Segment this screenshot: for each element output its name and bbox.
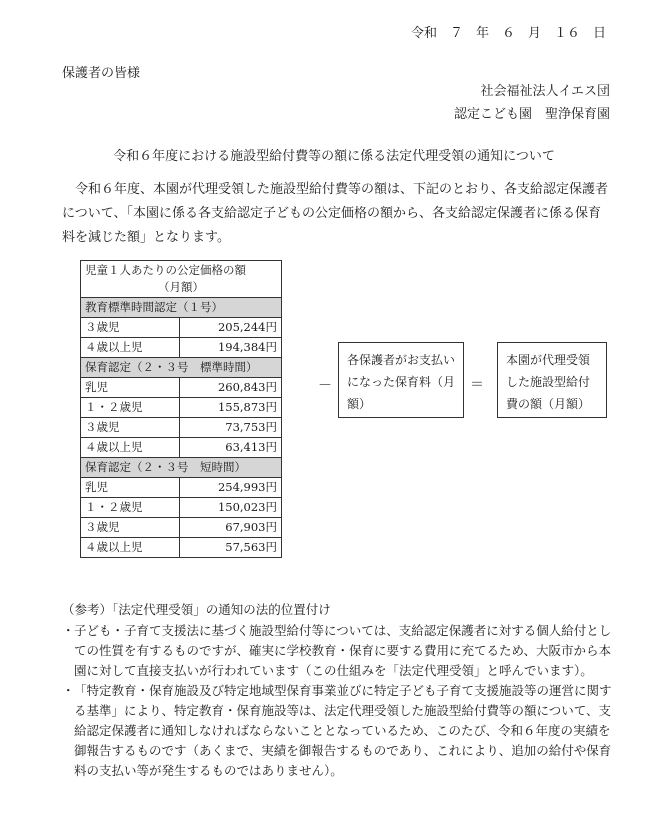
table-row	[81, 538, 282, 558]
row-value: 205,244円	[180, 318, 282, 338]
row-value: 260,843円	[180, 378, 282, 398]
row-label: １・２歳児	[81, 498, 180, 518]
section-title: 教育標準時間認定（１号）	[81, 298, 282, 318]
table-row	[81, 378, 282, 398]
table-row	[81, 518, 282, 538]
row-value: 57,563円	[180, 538, 282, 558]
row-label: 乳児	[81, 378, 180, 398]
row-label: ３歳児	[81, 318, 180, 338]
addressee: 保護者の皆様	[62, 66, 141, 81]
table-row	[81, 398, 282, 418]
sender-organization: 社会福祉法人イエス団	[480, 84, 610, 99]
table-row	[81, 438, 282, 458]
bullet-icon: ・	[62, 623, 75, 638]
received-amount-box: 本園が代理受領した施設型給付費の額（月額）	[497, 342, 607, 418]
document-date: 令和 ７ 年 ６ 月 １６ 日	[410, 26, 606, 41]
row-value: 150,023円	[180, 498, 282, 518]
row-label: １・２歳児	[81, 398, 180, 418]
equals-sign: ＝	[470, 377, 484, 393]
row-value: 67,903円	[180, 518, 282, 538]
row-value: 155,873円	[180, 398, 282, 418]
row-value: 254,993円	[180, 478, 282, 498]
table-row	[81, 498, 282, 518]
reference-title: （参考）「法定代理受領」の通知の法的位置付け	[62, 602, 331, 617]
bullet-icon: ・	[62, 683, 75, 698]
price-table-header: 児童１人あたりの公定価格の額 （月額）	[81, 261, 282, 298]
price-table	[80, 260, 282, 558]
document-title: 令和６年度における施設型給付費等の額に係る法定代理受領の通知について	[113, 149, 555, 164]
row-label: 乳児	[81, 478, 180, 498]
bullet-text: 「特定教育・保育施設及び特定地域型保育事業並びに特定子ども子育て支援施設等の運営に関する基準」により、特定教育・保育施設等は、法定代理受領した施設型給付費等の額について、支給認定保護者に通知しなければならないこととなっているため、このたび、令和６年度の実績を御報告するものです（あくまで、実績を御報告するものであり、これにより、追加の給付や保育料の支払い等が発生するものではありません）。	[74, 683, 612, 778]
row-value: 194,384円	[180, 338, 282, 358]
section-title: 保育認定（２・３号 標準時間）	[81, 358, 282, 378]
sender-facility: 認定こども園 聖浄保育園	[453, 107, 610, 122]
table-row	[81, 478, 282, 498]
row-label: ４歳以上児	[81, 538, 180, 558]
sender-block	[454, 80, 610, 126]
row-label: ３歳児	[81, 518, 180, 538]
minus-sign: －	[318, 378, 332, 394]
list-item	[62, 621, 622, 681]
table-row	[81, 338, 282, 358]
table-row	[81, 318, 282, 338]
row-value: 73,753円	[180, 418, 282, 438]
list-item	[62, 681, 622, 781]
row-label: ４歳以上児	[81, 338, 180, 358]
reference-bullets	[62, 621, 622, 781]
paid-fee-box: 各保護者がお支払いになった保育料（月額）	[338, 342, 464, 418]
row-label: ３歳児	[81, 418, 180, 438]
table-row	[81, 418, 282, 438]
row-label: ４歳以上児	[81, 438, 180, 458]
section-title: 保育認定（２・３号 短時間）	[81, 458, 282, 478]
bullet-text: 子ども・子育て支援法に基づく施設型給付等については、支給認定保護者に対する個人給付としての性質を有するものですが、確実に学校教育・保育に要する費用に充てるため、大阪市から本園に対して直接支払いが行われています（この仕組みを「法定代理受領」と呼んでいます）。	[74, 623, 612, 678]
intro-paragraph: 令和６年度、本園が代理受領した施設型給付費等の額は、下記のとおり、各支給認定保護者について、「本園に係る各支給認定子どもの公定価格の額から、各支給認定保護者に係る保育料を減じた額」となります。	[62, 182, 609, 245]
row-value: 63,413円	[180, 438, 282, 458]
